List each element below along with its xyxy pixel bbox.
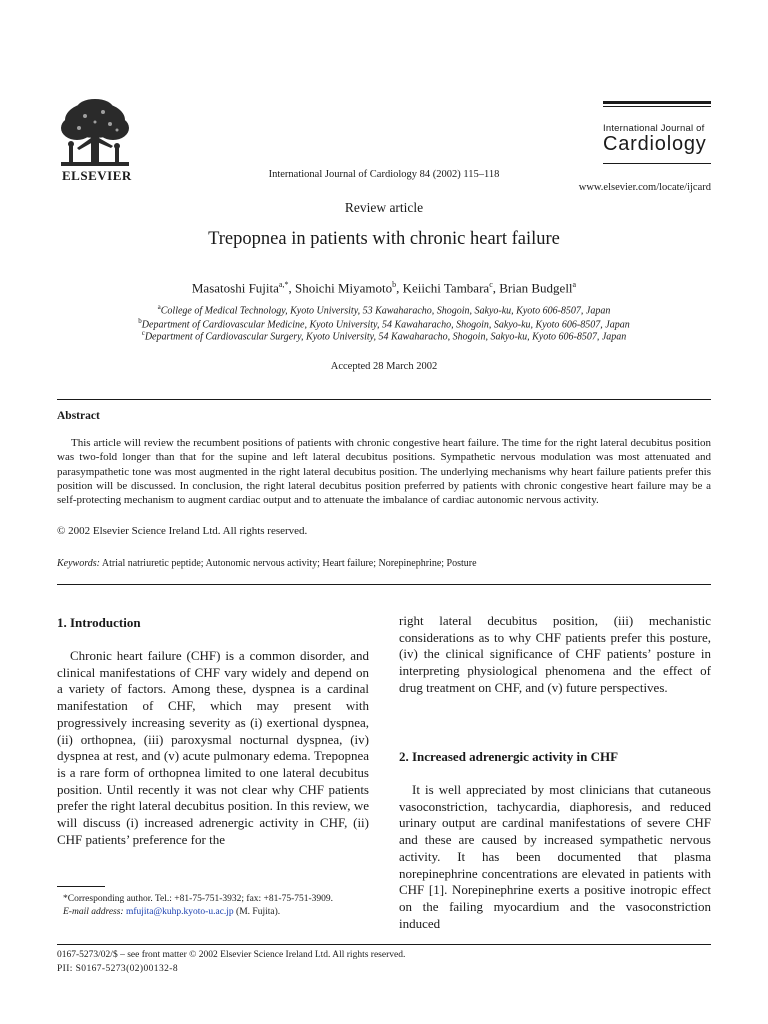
author-name: Shoichi Miyamoto — [294, 280, 393, 296]
footer-rule — [57, 944, 711, 945]
email-link[interactable]: mfujita@kuhp.kyoto-u.ac.jp — [125, 907, 234, 917]
email-label: E-mail address: — [63, 907, 124, 917]
abstract-paragraph: This article will review the recumbent positions of patients with chronic congestive heart failure. The time for the right lateral decubitus position was two-fold longer than that for the supine and left lateral decubitus positions. Sympathetic nervous modulation was most attenuated and parasympathetic tone was most augmented in the right lateral decubitus position. The underlying mechanisms why heart failure patients prefer this position will be discussed. In conclusion, the right lateral decubitus position preferred by patients with chronic congestive heart failure may be a self-protecting mechanism to augment cardiac output and to attenuate the imbalance of cardiac autonomic nervous activity. — [57, 437, 711, 507]
affiliation-text: Department of Cardiovascular Surgery, Kyoto University, 54 Kawaharacho, Shogoin, Sakyo-ku, Kyoto 606-8507, Japan — [144, 331, 627, 343]
journal-url-link[interactable]: www.elsevier.com/locate/ijcard — [578, 182, 711, 193]
keywords-bottom-rule — [57, 584, 711, 585]
email-suffix: (M. Fujita). — [233, 907, 281, 917]
affiliation-c — [0, 329, 768, 342]
section-1-continued-paragraph: right lateral decubitus position, (iii) mechanistic considerations as to why CHF patients prefer this posture, (iv) the clinical significance of CHF patients’ posture in interpreting physiological phenomena and the effect of drug treatment on CHF, and (v) future perspectives. — [399, 613, 711, 695]
accepted-date: Accepted 28 March 2002 — [330, 361, 438, 372]
issn-line: 0167-5273/02/$ – see front matter © 2002 Elsevier Science Ireland Ltd. All rights reserved. — [57, 950, 406, 960]
section-1-paragraph: Chronic heart failure (CHF) is a common disorder, and clinical manifestations of CHF vary widely and depend on a variety of factors. Among these, dyspnea is a cardinal manifestation of CHF, which may present with progressively increasing severity as (i) exertional dyspnea, (ii) orthopnea, (iii) paroxysmal nocturnal dyspnea, (iv) dyspnea at rest, and (v) acute pulmonary edema. Trepopnea is a rare form of orthopnea limited to one lateral decubitus position. Until recently it was not clear why CHF patients prefer the right lateral decubitus position. In this review, we will discuss (i) increased adrenergic activity in CHF, (ii) CHF patients’ preference for the — [57, 648, 369, 847]
keywords-text: Atrial natriuretic peptide; Autonomic nervous activity; Heart failure; Norepinephrine; Posture — [101, 558, 477, 569]
publisher-name: ELSEVIER — [62, 168, 132, 183]
section-1-heading: 1. Introduction — [57, 615, 141, 630]
author-list — [0, 280, 768, 296]
section-2-heading: 2. Increased adrenergic activity in CHF — [399, 749, 619, 764]
author-affiliation-mark: b — [392, 280, 397, 289]
footnote-rule — [57, 886, 105, 887]
journal-name-large: Cardiology — [603, 133, 707, 155]
article-title: Trepopnea in patients with chronic heart failure — [208, 229, 560, 249]
author-name: Brian Budgell — [499, 280, 573, 296]
article-type: Review article — [344, 200, 424, 215]
author-affiliation-mark: c — [489, 280, 493, 289]
journal-name-small: International Journal of — [603, 123, 705, 134]
affiliation-mark: c — [141, 329, 145, 337]
corresponding-author-footnote — [57, 893, 369, 919]
abstract-top-rule — [57, 399, 711, 400]
author-separator: , — [288, 280, 295, 296]
journal-rule-thin — [603, 106, 711, 107]
author-name: Keiichi Tambara — [402, 280, 490, 296]
keywords-line — [57, 558, 477, 569]
author-separator: , — [492, 280, 500, 296]
keywords-label: Keywords: — [57, 558, 100, 569]
corresponding-author-contact: *Corresponding author. Tel.: +81-75-751-3932; fax: +81-75-751-3909. — [63, 894, 334, 904]
affiliation-text: College of Medical Technology, Kyoto University, 53 Kawaharacho, Shogoin, Sakyo-ku, Kyoto 606-8507, Japan — [160, 305, 611, 317]
section-2-paragraph: It is well appreciated by most clinicians that cutaneous vasoconstriction, tachycardia, diaphoresis, and reduced urinary output are cardinal manifestations of severe CHF and these are caused by increased sympathetic nervous activity. It has been documented that plasma norepinephrine concentrations are elevated in patients with CHF [1]. Norepinephrine exerts a positive inotropic effect on the failing myocardium and the vasoconstriction induced — [399, 782, 711, 931]
journal-citation: International Journal of Cardiology 84 (2002) 115–118 — [268, 169, 500, 180]
section-2-body — [399, 782, 711, 932]
section-1-continued — [399, 613, 711, 697]
author-affiliation-mark: a,* — [278, 280, 289, 289]
author-affiliation-mark: a — [572, 280, 577, 289]
pii-line: PII: S0167-5273(02)00132-8 — [57, 964, 178, 974]
affiliation-mark: b — [138, 317, 142, 325]
journal-rule-thick — [603, 101, 711, 104]
section-1-body — [57, 648, 369, 848]
affiliation-mark: a — [157, 303, 161, 311]
author-separator: , — [396, 280, 403, 296]
affiliation-a — [0, 303, 768, 316]
journal-rule-bottom — [603, 163, 711, 164]
abstract-copyright: © 2002 Elsevier Science Ireland Ltd. All rights reserved. — [57, 525, 308, 537]
abstract-heading: Abstract — [57, 410, 100, 422]
abstract-body — [57, 436, 711, 507]
affiliation-text: Department of Cardiovascular Medicine, Kyoto University, 54 Kawaharacho, Shogoin, Sakyo-ku, Kyoto 606-8507, Japan — [141, 319, 630, 331]
email-line — [57, 906, 369, 919]
author-name: Masatoshi Fujita — [191, 280, 279, 296]
